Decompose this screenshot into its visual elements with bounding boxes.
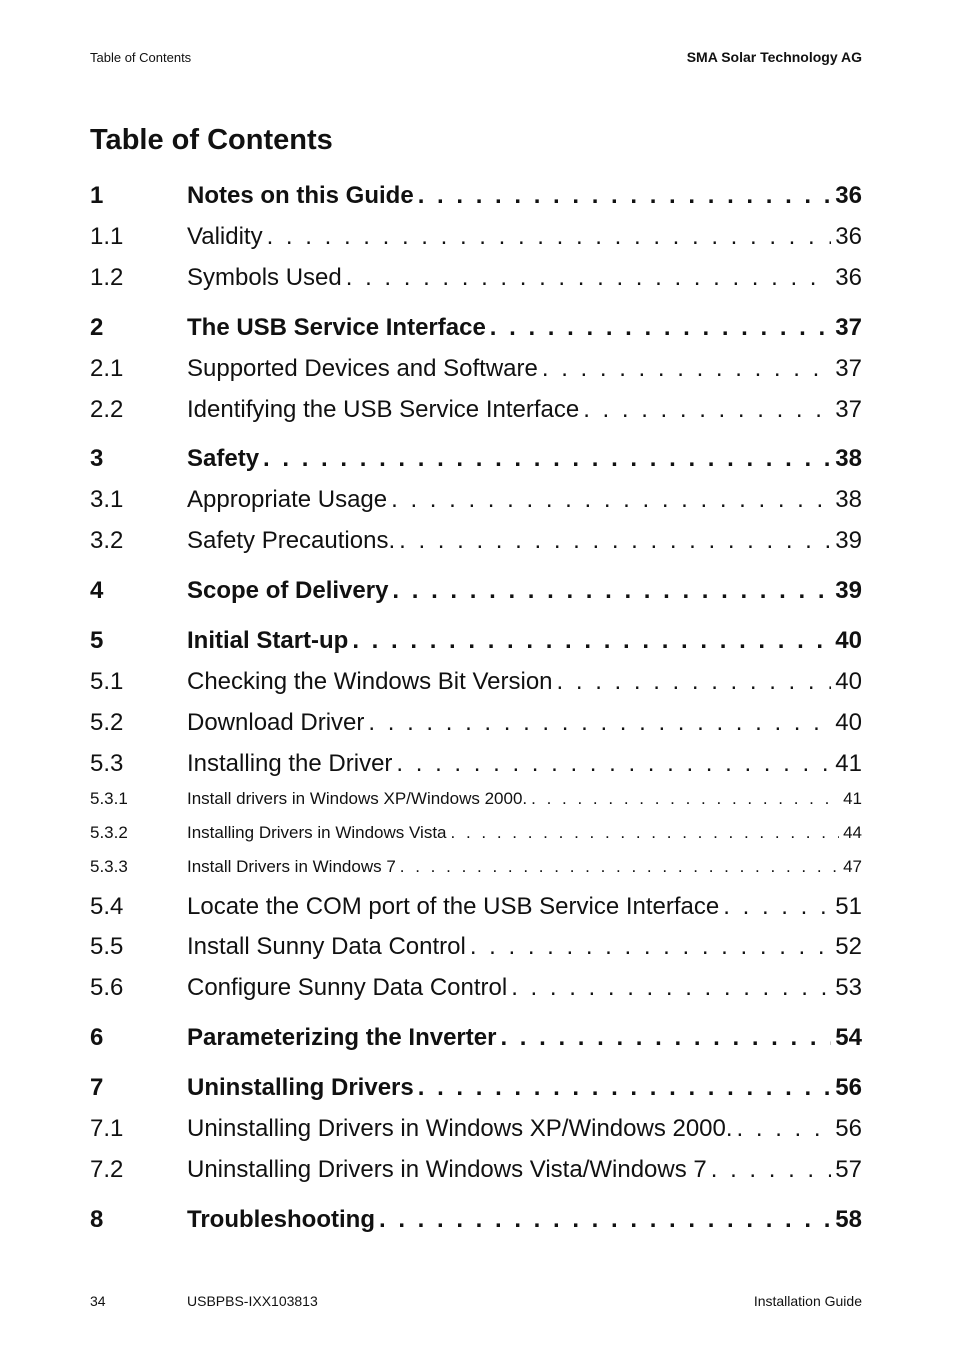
toc-entry-title: Parameterizing the Inverter: [187, 1024, 497, 1051]
toc-entry-title: Validity: [187, 223, 263, 250]
running-header-company: SMA Solar Technology AG: [686, 49, 862, 65]
toc-entry-page: 39: [835, 527, 862, 554]
toc-entry-title: Initial Start-up: [187, 627, 349, 654]
toc-entry-title: Scope of Delivery: [187, 577, 389, 604]
toc-dot-leader: [531, 789, 839, 809]
toc-entry-number: 5.3.2: [90, 823, 128, 842]
toc-entry-number: 5.2: [90, 709, 124, 736]
toc-dot-leader: [346, 264, 832, 292]
toc-dot-leader: [368, 709, 831, 737]
toc-entry-number: 2.1: [90, 355, 124, 382]
toc-entry-number: 8: [90, 1206, 104, 1233]
toc-entry-number: 5.6: [90, 974, 124, 1001]
toc-entry-title: Installing the Driver: [187, 750, 393, 777]
toc-entry-title: Safety Precautions.: [187, 527, 396, 554]
toc-entry-page: 38: [835, 445, 862, 472]
toc-entry-number: 1: [90, 182, 104, 209]
toc-entry-number: 4: [90, 577, 104, 604]
toc-entry-page: 56: [835, 1115, 862, 1142]
toc-entry-title: Supported Devices and Software: [187, 355, 538, 382]
toc-entry-title: Appropriate Usage: [187, 486, 388, 513]
toc-entry-title: Locate the COM port of the USB Service Interface: [187, 893, 720, 920]
toc-entry[interactable]: [90, 1024, 862, 1052]
toc-entry[interactable]: [90, 823, 862, 843]
toc-entry[interactable]: [90, 1074, 862, 1102]
toc-entry[interactable]: [90, 627, 862, 655]
toc-entry[interactable]: [90, 1115, 862, 1143]
toc-dot-leader: [263, 445, 831, 473]
toc-dot-leader: [352, 627, 831, 655]
toc-dot-leader: [400, 857, 839, 877]
toc-dot-leader: [396, 750, 831, 778]
toc-dot-leader: [583, 396, 831, 424]
toc-dot-leader: [267, 223, 832, 251]
toc-entry-number: 3.1: [90, 486, 124, 513]
toc-entry-title: Checking the Windows Bit Version: [187, 668, 553, 695]
toc-entry[interactable]: [90, 1206, 862, 1234]
toc-entry-page: 52: [835, 933, 862, 960]
toc-entry[interactable]: [90, 223, 862, 251]
toc-entry-title: Troubleshooting: [187, 1206, 375, 1233]
toc-entry[interactable]: [90, 355, 862, 383]
toc-dot-leader: [500, 1024, 831, 1052]
toc-entry-title: Symbols Used: [187, 264, 342, 291]
toc-entry-page: 39: [835, 577, 862, 604]
toc-dot-leader: [391, 486, 831, 514]
toc-entry-title: Configure Sunny Data Control: [187, 974, 508, 1001]
toc-dot-leader: [723, 893, 831, 921]
toc-entry-number: 3: [90, 445, 104, 472]
toc-entry-title: Install drivers in Windows XP/Windows 2000.: [187, 789, 528, 808]
toc-entry-title: The USB Service Interface: [187, 314, 486, 341]
toc-entry-title: Safety: [187, 445, 260, 472]
toc-dot-leader: [737, 1115, 832, 1143]
toc-entry-number: 1.2: [90, 264, 124, 291]
toc-dot-leader: [392, 577, 831, 605]
toc-entry-page: 37: [835, 355, 862, 382]
footer-page-number: 34: [90, 1293, 106, 1309]
toc-entry-page: 38: [835, 486, 862, 513]
running-header-section: Table of Contents: [90, 50, 192, 65]
toc-entry-number: 3.2: [90, 527, 124, 554]
footer-doc-type: Installation Guide: [753, 1293, 862, 1309]
toc-entry-title: Install Drivers in Windows 7: [187, 857, 396, 876]
toc-dot-leader: [557, 668, 832, 696]
toc-dot-leader: [511, 974, 831, 1002]
toc-entry-page: 41: [835, 750, 862, 777]
toc-entry-title: Download Driver: [187, 709, 365, 736]
toc-entry-title: Uninstalling Drivers in Windows XP/Windows 2000.: [187, 1115, 733, 1142]
toc-entry-number: 5.3.1: [90, 789, 128, 808]
toc-entry-number: 5.4: [90, 893, 124, 920]
toc-entry[interactable]: [90, 527, 862, 555]
toc-entry-page: 41: [843, 789, 862, 808]
toc-entry[interactable]: [90, 668, 862, 696]
toc-entry[interactable]: [90, 933, 862, 961]
toc-entry-title: Notes on this Guide: [187, 182, 414, 209]
toc-entry-number: 5: [90, 627, 104, 654]
toc-dot-leader: [418, 182, 832, 210]
toc-entry[interactable]: [90, 750, 862, 778]
toc-entry-number: 1.1: [90, 223, 124, 250]
toc-entry[interactable]: [90, 314, 862, 342]
toc-entry-page: 47: [843, 857, 862, 876]
toc-dot-leader: [711, 1156, 832, 1184]
toc-entry-number: 7.2: [90, 1156, 124, 1183]
toc-entry-title: Install Sunny Data Control: [187, 933, 466, 960]
toc-entry-number: 5.1: [90, 668, 124, 695]
toc-entry-page: 37: [835, 396, 862, 423]
toc-entry-title: Uninstalling Drivers in Windows Vista/Windows 7: [187, 1156, 707, 1183]
toc-entry[interactable]: [90, 789, 862, 809]
toc-entry-number: 6: [90, 1024, 104, 1051]
toc-entry-page: 40: [835, 668, 862, 695]
toc-entry-number: 5.3: [90, 750, 124, 777]
toc-entry[interactable]: [90, 445, 862, 473]
toc-entry-title: Uninstalling Drivers: [187, 1074, 414, 1101]
toc-entry-number: 5.3.3: [90, 857, 128, 876]
toc-entry-page: 44: [843, 823, 862, 842]
toc-dot-leader: [399, 527, 831, 555]
toc-dot-leader: [490, 314, 832, 342]
toc-entry-title: Identifying the USB Service Interface: [187, 396, 580, 423]
toc-entry[interactable]: [90, 577, 862, 605]
toc-dot-leader: [451, 823, 840, 843]
toc-entry-page: 36: [835, 182, 862, 209]
toc-entry-number: 5.5: [90, 933, 124, 960]
toc-entry-page: 56: [835, 1074, 862, 1101]
toc-entry[interactable]: [90, 182, 862, 210]
toc-entry-page: 36: [835, 223, 862, 250]
toc-entry[interactable]: [90, 486, 862, 514]
toc-entry[interactable]: [90, 1156, 862, 1184]
toc-entry[interactable]: [90, 893, 862, 921]
toc-entry-page: 54: [835, 1024, 862, 1051]
toc-entry-page: 37: [835, 314, 862, 341]
toc-dot-leader: [470, 933, 831, 961]
footer-doc-id: USBPBS-IXX103813: [187, 1293, 318, 1309]
toc-dot-leader: [379, 1206, 831, 1234]
toc-entry-number: 7.1: [90, 1115, 124, 1142]
page-title: Table of Contents: [90, 124, 333, 156]
toc-entry-page: 53: [835, 974, 862, 1001]
toc-entry-number: 7: [90, 1074, 104, 1101]
toc-entry[interactable]: [90, 396, 862, 424]
toc-entry[interactable]: [90, 974, 862, 1002]
toc-entry-number: 2: [90, 314, 104, 341]
toc-entry-number: 2.2: [90, 396, 124, 423]
toc-entry-page: 36: [835, 264, 862, 291]
toc-entry-page: 51: [835, 893, 862, 920]
toc-entry[interactable]: [90, 709, 862, 737]
toc-dot-leader: [542, 355, 831, 383]
toc-entry[interactable]: [90, 264, 862, 292]
toc-dot-leader: [418, 1074, 832, 1102]
toc-entry-page: 40: [835, 627, 862, 654]
toc-entry-page: 58: [835, 1206, 862, 1233]
toc-entry[interactable]: [90, 857, 862, 877]
toc-entry-page: 40: [835, 709, 862, 736]
toc-entry-title: Installing Drivers in Windows Vista: [187, 823, 447, 842]
toc-entry-page: 57: [835, 1156, 862, 1183]
